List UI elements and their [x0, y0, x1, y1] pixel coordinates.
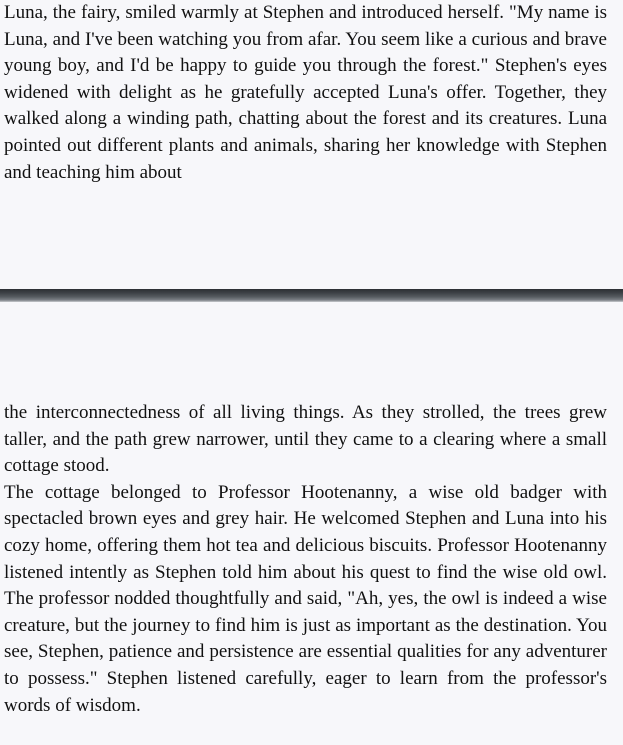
paragraph-professor-hootenanny: The cottage belonged to Professor Hootenanny, a wise old badger with spectacled brown eyes and grey hair. He welcomed Stephen and Luna into his cozy home, offering them hot tea and delicious biscuits. Professor Hootenanny listened intently as Stephen told him about his quest to find the wise old owl. The professor nodded thoughtfully and said, "Ah, yes, the owl is indeed a wise creature, but the journey to find him is just as important as the destination. You see, Stephen, patience and persistence are essential qualities for any adventurer to possess." Stephen listened carefully, eager to learn from the professor's words of wisdom.	[4, 481, 607, 716]
paragraph-luna-introduction: Luna, the fairy, smiled warmly at Stephen and introduced herself. "My name is Luna, and I've been watching you from afar. You seem like a curious and brave young boy, and I'd be happy to guide you through the forest." Stephen's eyes widened with delight as he gratefully accepted Luna's offer. Together, they walked along a winding path, chatting about the forest and its creatures. Luna pointed out different plants and animals, sharing her knowledge with Stephen and teaching him about	[4, 2, 607, 183]
paragraph-clearing: the interconnectedness of all living things. As they strolled, the trees grew taller, and the path grew narrower, until they came to a clearing where a small cottage stood.	[4, 402, 607, 477]
page-bottom	[0, 302, 623, 745]
page-divider	[0, 289, 623, 302]
text-block	[0, 400, 623, 719]
page-top	[0, 0, 623, 289]
